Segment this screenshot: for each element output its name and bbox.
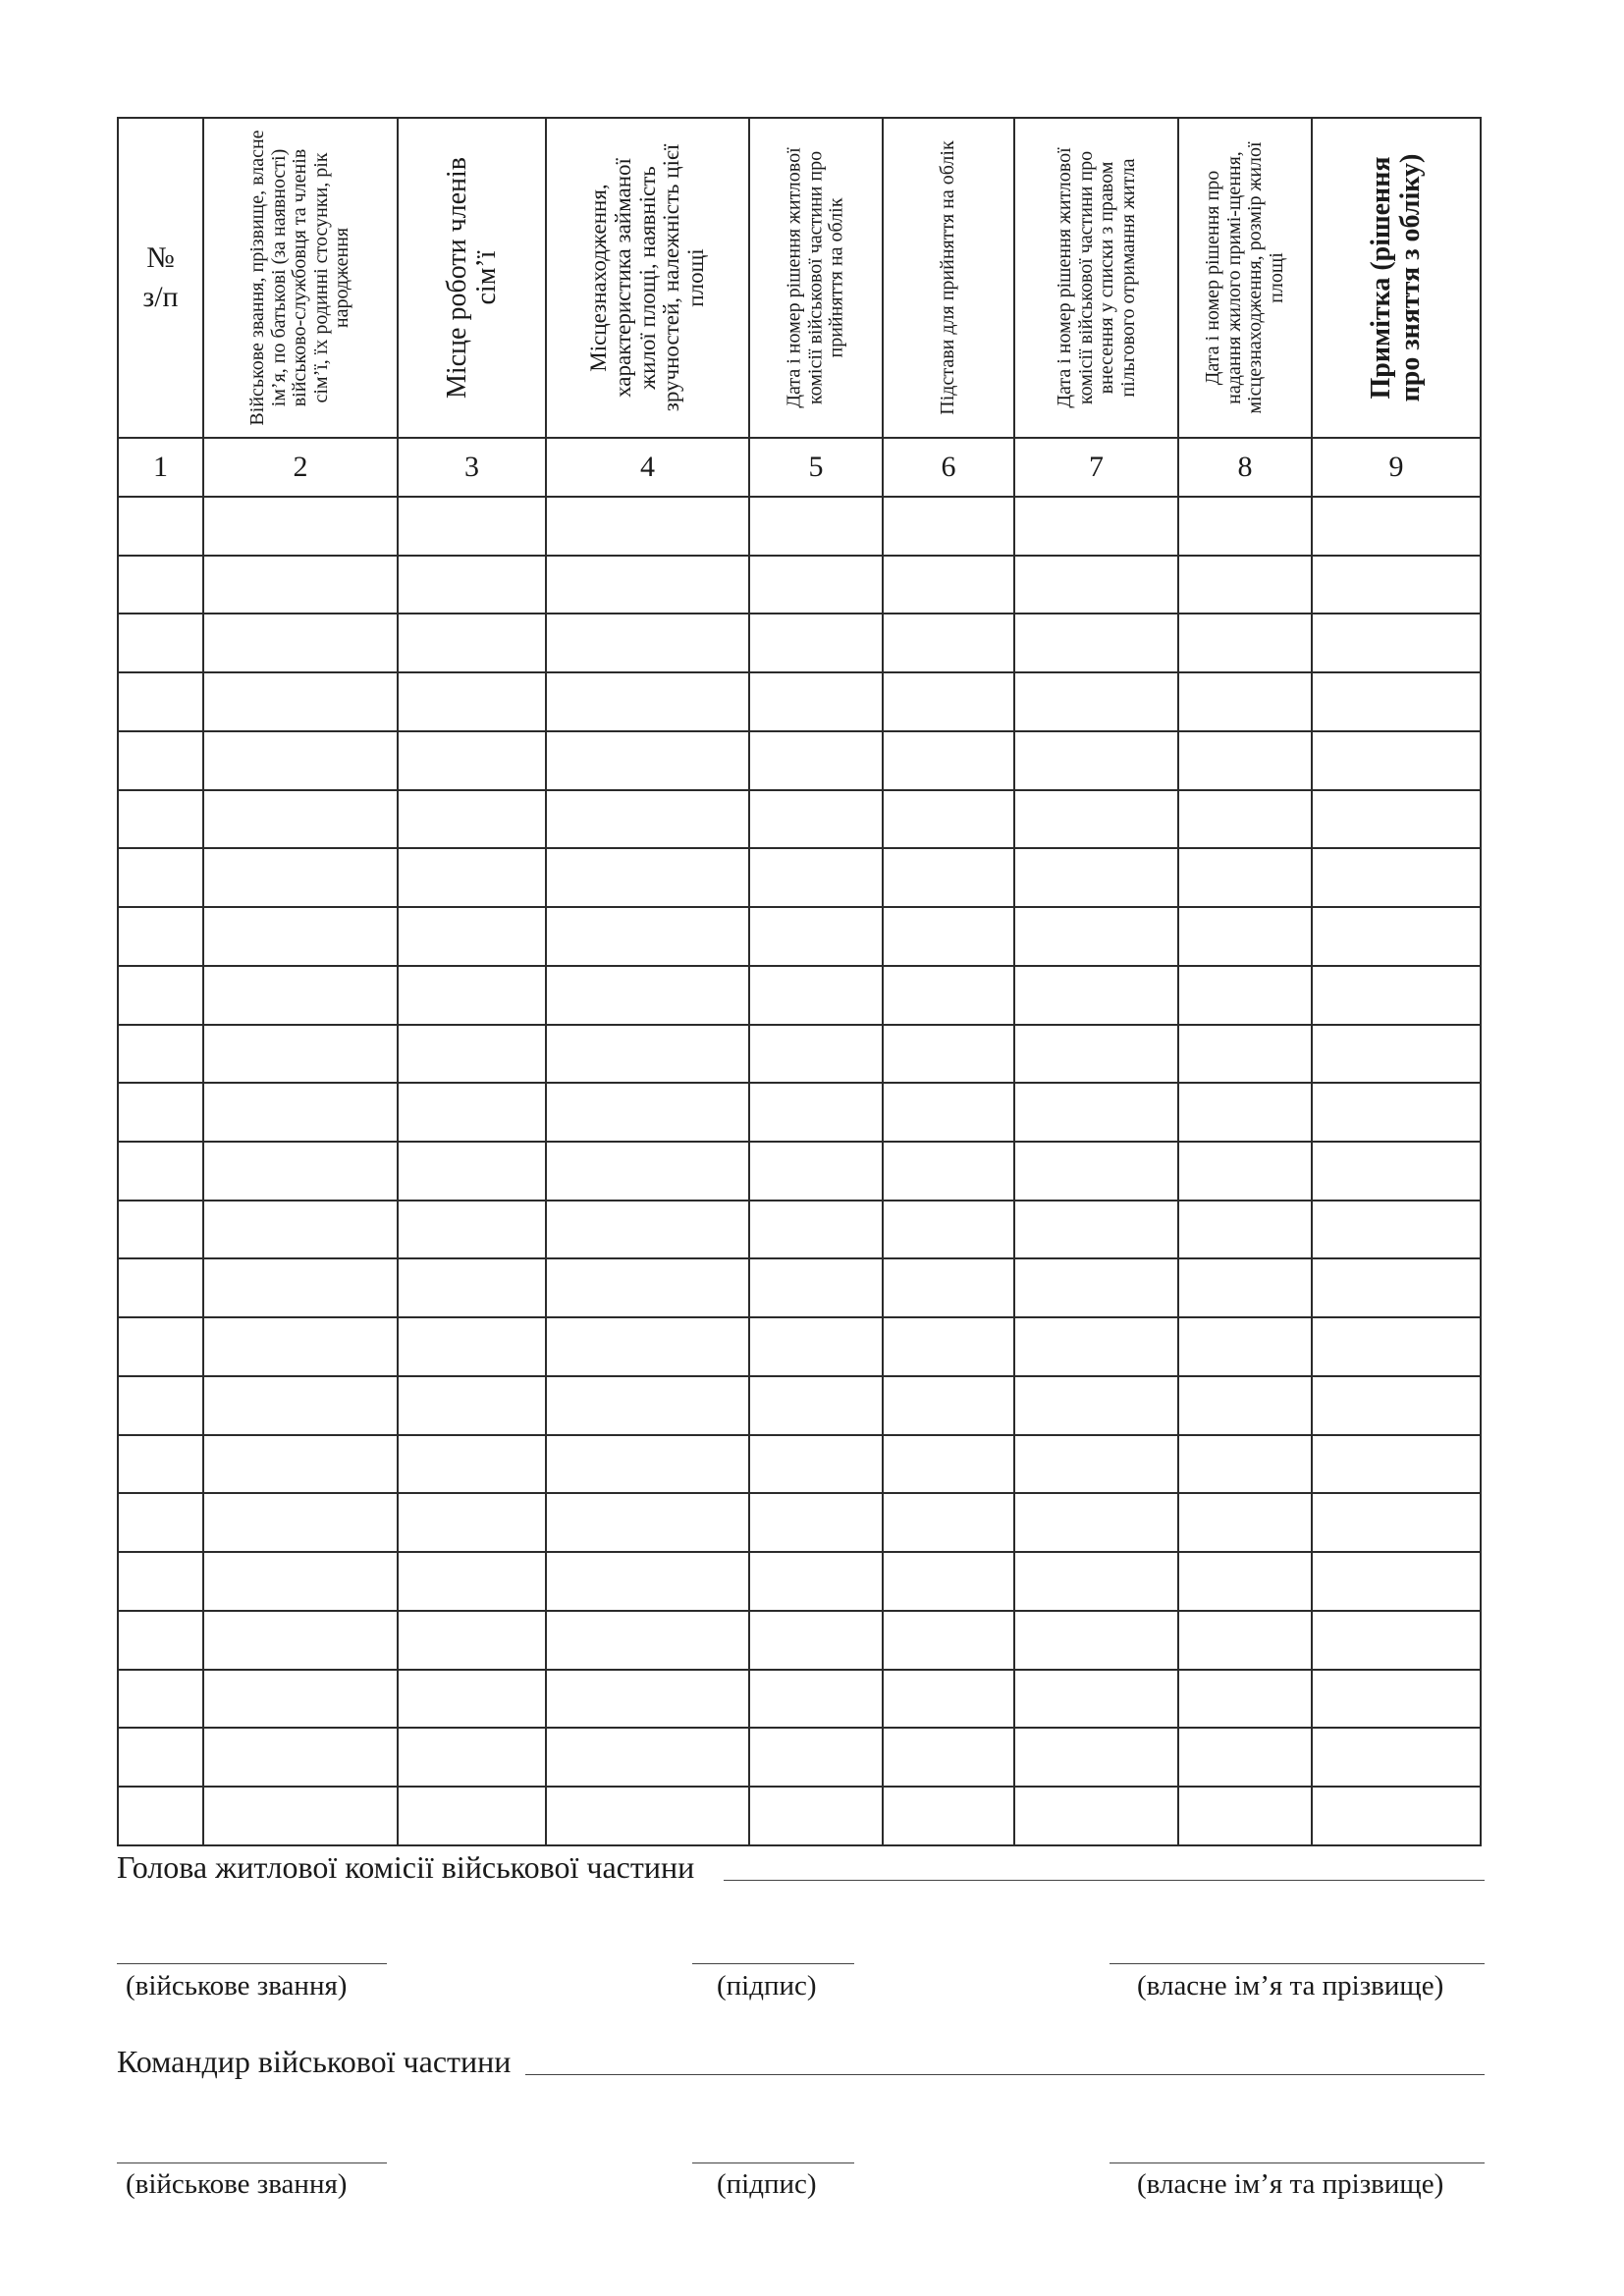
table-cell[interactable] [118, 1083, 203, 1142]
table-cell[interactable] [118, 497, 203, 556]
table-cell[interactable] [546, 614, 749, 672]
rank-caption: (військове звання) [126, 1970, 348, 2002]
table-cell[interactable] [1312, 1435, 1481, 1494]
table-cell[interactable] [398, 1142, 546, 1201]
table-cell[interactable] [883, 790, 1014, 849]
table-cell[interactable] [118, 1317, 203, 1376]
table-row [118, 497, 1481, 556]
table-cell[interactable] [1014, 672, 1178, 731]
column-number: 7 [1014, 438, 1178, 497]
column-number: 9 [1312, 438, 1481, 497]
signature-caption: (підпис) [717, 2168, 817, 2200]
header-text-5: Дата і номер рішення житлової комісії військової частини про прийняття на облік [783, 147, 847, 408]
table-cell[interactable] [546, 497, 749, 556]
table-cell[interactable] [749, 1376, 883, 1435]
table-row [118, 1376, 1481, 1435]
table-cell[interactable] [203, 614, 398, 672]
table-cell[interactable] [118, 1611, 203, 1670]
table-cell[interactable] [883, 848, 1014, 907]
table-cell[interactable] [749, 614, 883, 672]
table-cell[interactable] [398, 966, 546, 1025]
table-cell[interactable] [1014, 966, 1178, 1025]
header-cell-2 [203, 118, 398, 438]
header-cell-5 [749, 118, 883, 438]
table-cell[interactable] [1014, 907, 1178, 966]
table-cell[interactable] [546, 1787, 749, 1845]
table-row [118, 1552, 1481, 1611]
commission-chairman-title: Голова житлової комісії військової частини [117, 1849, 695, 1885]
table-cell[interactable] [1178, 1611, 1312, 1670]
table-cell[interactable] [749, 1552, 883, 1611]
table-cell[interactable] [1178, 672, 1312, 731]
table-cell[interactable] [203, 1376, 398, 1435]
table-cell[interactable] [883, 672, 1014, 731]
table-cell[interactable] [398, 1317, 546, 1376]
table-cell[interactable] [546, 1728, 749, 1787]
table-cell[interactable] [1178, 1142, 1312, 1201]
table-row [118, 731, 1481, 790]
table-cell[interactable] [749, 497, 883, 556]
table-cell[interactable] [883, 556, 1014, 614]
table-row [118, 1317, 1481, 1376]
table-cell[interactable] [546, 907, 749, 966]
table-cell[interactable] [883, 1258, 1014, 1317]
table-cell[interactable] [749, 1025, 883, 1084]
table-cell[interactable] [883, 966, 1014, 1025]
table-cell[interactable] [1312, 1142, 1481, 1201]
rank-signature-line [117, 1963, 387, 1964]
table-cell[interactable] [883, 1435, 1014, 1494]
table-cell[interactable] [749, 1435, 883, 1494]
table-cell[interactable] [398, 1201, 546, 1259]
header-cell-6 [883, 118, 1014, 438]
table-row [118, 1728, 1481, 1787]
header-row [118, 118, 1481, 438]
table-cell[interactable] [398, 907, 546, 966]
header-text-3: Місце роботи членів сім’ї [441, 156, 502, 399]
table-cell[interactable] [883, 1376, 1014, 1435]
column-number: 6 [883, 438, 1014, 497]
table-cell[interactable] [398, 1435, 546, 1494]
table-cell[interactable] [203, 497, 398, 556]
table-cell[interactable] [1178, 966, 1312, 1025]
table-cell[interactable] [203, 1083, 398, 1142]
unit-commander-title-line [525, 2074, 1485, 2075]
table-cell[interactable] [749, 790, 883, 849]
table-cell[interactable] [118, 1258, 203, 1317]
signature-caption: (підпис) [717, 1970, 817, 2002]
table-cell[interactable] [546, 1258, 749, 1317]
table-cell[interactable] [118, 848, 203, 907]
column-number-row [118, 438, 1481, 497]
table-cell[interactable] [749, 731, 883, 790]
table-cell[interactable] [1014, 497, 1178, 556]
table-row [118, 1493, 1481, 1552]
table-cell[interactable] [1014, 1787, 1178, 1845]
table-row [118, 1083, 1481, 1142]
table-cell[interactable] [1178, 1493, 1312, 1552]
table-cell[interactable] [118, 1435, 203, 1494]
table-cell[interactable] [398, 1670, 546, 1729]
table-cell[interactable] [546, 1552, 749, 1611]
table-cell[interactable] [1014, 1201, 1178, 1259]
table-cell[interactable] [1312, 1493, 1481, 1552]
header-text-7: Дата і номер рішення житлової комісії військової частини про внесення у списки з правом пільгового отримання житла [1053, 147, 1139, 408]
table-cell[interactable] [1178, 1376, 1312, 1435]
table-cell[interactable] [1312, 1611, 1481, 1670]
table-cell[interactable] [546, 1493, 749, 1552]
table-cell[interactable] [1178, 497, 1312, 556]
table-cell[interactable] [883, 1493, 1014, 1552]
table-cell[interactable] [1312, 907, 1481, 966]
header-cell-7 [1014, 118, 1178, 438]
table-cell[interactable] [883, 1083, 1014, 1142]
header-text-9: Примітка (рішення про зняття з обліку) [1365, 153, 1426, 402]
header-cell-9 [1312, 118, 1481, 438]
table-cell[interactable] [1312, 731, 1481, 790]
table-cell[interactable] [1312, 1376, 1481, 1435]
column-number: 1 [118, 438, 203, 497]
table-cell[interactable] [749, 1258, 883, 1317]
table-cell[interactable] [398, 1611, 546, 1670]
table-cell[interactable] [118, 1728, 203, 1787]
table-cell[interactable] [203, 1025, 398, 1084]
table-cell[interactable] [1312, 614, 1481, 672]
header-cell-3 [398, 118, 546, 438]
table-cell[interactable] [883, 1025, 1014, 1084]
header-text-2: Військове звання, прізвище, власне ім’я, по батькові (за наявності) військово-службовця та членів сім’ї, їх родинні стосунки, рік народження [246, 130, 353, 426]
table-row [118, 556, 1481, 614]
table-cell[interactable] [1014, 1376, 1178, 1435]
table-cell[interactable] [203, 1728, 398, 1787]
table-cell[interactable] [1014, 731, 1178, 790]
table-cell[interactable] [1178, 1025, 1312, 1084]
table-cell[interactable] [398, 731, 546, 790]
table-cell[interactable] [203, 1611, 398, 1670]
table-cell[interactable] [1312, 1728, 1481, 1787]
column-number: 8 [1178, 438, 1312, 497]
table-cell[interactable] [118, 1787, 203, 1845]
table-cell[interactable] [118, 1670, 203, 1729]
table-cell[interactable] [118, 790, 203, 849]
table-cell[interactable] [1014, 1435, 1178, 1494]
table-cell[interactable] [546, 1435, 749, 1494]
table-cell[interactable] [883, 1787, 1014, 1845]
table-cell[interactable] [1014, 790, 1178, 849]
table-cell[interactable] [1312, 556, 1481, 614]
table-cell[interactable] [1312, 966, 1481, 1025]
name-signature-line [1110, 1963, 1485, 1964]
table-cell[interactable] [546, 672, 749, 731]
table-cell[interactable] [1312, 1083, 1481, 1142]
table-cell[interactable] [1014, 848, 1178, 907]
table-cell[interactable] [1178, 731, 1312, 790]
table-row [118, 1201, 1481, 1259]
table-cell[interactable] [398, 556, 546, 614]
table-cell[interactable] [1014, 1552, 1178, 1611]
table-cell[interactable] [1178, 1435, 1312, 1494]
table-cell[interactable] [398, 1258, 546, 1317]
table-cell[interactable] [1014, 1611, 1178, 1670]
table-cell[interactable] [749, 1787, 883, 1845]
table-cell[interactable] [203, 790, 398, 849]
header-text-8: Дата і номер рішення про надання жилого примі-щення, місцезнаходження, розмір жилої площі [1201, 141, 1287, 414]
table-cell[interactable] [203, 1258, 398, 1317]
table-cell[interactable] [1312, 1201, 1481, 1259]
table-cell[interactable] [203, 907, 398, 966]
column-number: 2 [203, 438, 398, 497]
table-cell[interactable] [1178, 1787, 1312, 1845]
table-row [118, 1142, 1481, 1201]
table-row [118, 1435, 1481, 1494]
table-cell[interactable] [398, 1376, 546, 1435]
table-cell[interactable] [546, 1317, 749, 1376]
header-text-4: Місцезнаходження, характеристика займаної жилої площі, наявність зручностей, належність цієї площі [585, 143, 708, 412]
table-cell[interactable] [1178, 556, 1312, 614]
table-cell[interactable] [1014, 1258, 1178, 1317]
table-cell[interactable] [1014, 614, 1178, 672]
table-cell[interactable] [546, 1142, 749, 1201]
table-cell[interactable] [883, 497, 1014, 556]
table-cell[interactable] [749, 672, 883, 731]
table-row [118, 966, 1481, 1025]
table-cell[interactable] [398, 848, 546, 907]
table-cell[interactable] [203, 556, 398, 614]
name-caption: (власне ім’я та прізвище) [1137, 1970, 1444, 2002]
table-cell[interactable] [546, 731, 749, 790]
table-cell[interactable] [118, 1493, 203, 1552]
table-cell[interactable] [749, 1317, 883, 1376]
table-cell[interactable] [118, 614, 203, 672]
table-row [118, 790, 1481, 849]
table-cell[interactable] [883, 1142, 1014, 1201]
table-cell[interactable] [749, 1142, 883, 1201]
table-cell[interactable] [749, 1670, 883, 1729]
unit-commander-title: Командир військової частини [117, 2044, 512, 2079]
table-cell[interactable] [1014, 1025, 1178, 1084]
table-cell[interactable] [203, 1787, 398, 1845]
table-cell[interactable] [749, 1728, 883, 1787]
table-cell[interactable] [546, 966, 749, 1025]
table-cell[interactable] [883, 1201, 1014, 1259]
table-cell[interactable] [118, 556, 203, 614]
table-cell[interactable] [749, 966, 883, 1025]
table-cell[interactable] [883, 907, 1014, 966]
table-cell[interactable] [1178, 848, 1312, 907]
table-cell[interactable] [203, 1670, 398, 1729]
table-cell[interactable] [118, 1552, 203, 1611]
table-cell[interactable] [1014, 556, 1178, 614]
table-row [118, 672, 1481, 731]
column-number: 5 [749, 438, 883, 497]
table-cell[interactable] [883, 1728, 1014, 1787]
table-cell[interactable] [398, 1493, 546, 1552]
table-cell[interactable] [203, 731, 398, 790]
header-cell-1 [118, 118, 203, 438]
table-cell[interactable] [1014, 1728, 1178, 1787]
table-cell[interactable] [398, 790, 546, 849]
table-cell[interactable] [749, 1611, 883, 1670]
table-cell[interactable] [203, 1493, 398, 1552]
table-cell[interactable] [203, 1201, 398, 1259]
table-row [118, 1258, 1481, 1317]
table-cell[interactable] [398, 1728, 546, 1787]
table-cell[interactable] [749, 556, 883, 614]
table-cell[interactable] [1312, 497, 1481, 556]
table-cell[interactable] [1178, 1258, 1312, 1317]
table-cell[interactable] [203, 1317, 398, 1376]
table-cell[interactable] [546, 1670, 749, 1729]
table-cell[interactable] [1178, 1083, 1312, 1142]
table-cell[interactable] [1312, 672, 1481, 731]
table-cell[interactable] [1312, 1258, 1481, 1317]
table-cell[interactable] [1014, 1142, 1178, 1201]
commission-chairman-title-line [724, 1880, 1485, 1881]
table-cell[interactable] [749, 907, 883, 966]
table-cell[interactable] [883, 731, 1014, 790]
table-cell[interactable] [203, 1142, 398, 1201]
table-cell[interactable] [1178, 1552, 1312, 1611]
table-cell[interactable] [203, 1552, 398, 1611]
table-cell[interactable] [1312, 848, 1481, 907]
table-cell[interactable] [883, 614, 1014, 672]
table-cell[interactable] [398, 672, 546, 731]
table-cell[interactable] [1178, 1201, 1312, 1259]
table-cell[interactable] [398, 1025, 546, 1084]
table-cell[interactable] [546, 790, 749, 849]
table-cell[interactable] [546, 1083, 749, 1142]
table-cell[interactable] [1178, 1728, 1312, 1787]
table-cell[interactable] [749, 1083, 883, 1142]
table-row [118, 614, 1481, 672]
table-cell[interactable] [118, 907, 203, 966]
table-cell[interactable] [1312, 1025, 1481, 1084]
table-cell[interactable] [118, 966, 203, 1025]
table-cell[interactable] [546, 556, 749, 614]
table-cell[interactable] [203, 1435, 398, 1494]
table-row [118, 907, 1481, 966]
table-cell[interactable] [749, 1201, 883, 1259]
table-cell[interactable] [883, 1317, 1014, 1376]
register-table [117, 117, 1482, 1846]
header-text-6: Підстави для прийняття на облік [937, 140, 959, 415]
table-cell[interactable] [398, 1083, 546, 1142]
table-cell[interactable] [883, 1611, 1014, 1670]
header-text-1: № з/п [142, 240, 179, 313]
table-cell[interactable] [203, 848, 398, 907]
table-cell[interactable] [546, 1611, 749, 1670]
table-row [118, 1611, 1481, 1670]
table-cell[interactable] [749, 1493, 883, 1552]
table-cell[interactable] [1312, 1670, 1481, 1729]
table-cell[interactable] [1312, 1552, 1481, 1611]
table-cell[interactable] [1312, 790, 1481, 849]
name-caption: (власне ім’я та прізвище) [1137, 2168, 1444, 2200]
table-cell[interactable] [749, 848, 883, 907]
table-cell[interactable] [118, 1142, 203, 1201]
table-cell[interactable] [1178, 1317, 1312, 1376]
table-cell[interactable] [546, 848, 749, 907]
table-cell[interactable] [1178, 614, 1312, 672]
table-cell[interactable] [118, 1025, 203, 1084]
table-cell[interactable] [118, 1376, 203, 1435]
rank-caption: (військове звання) [126, 2168, 348, 2200]
table-row [118, 1670, 1481, 1729]
table-cell[interactable] [118, 1201, 203, 1259]
table-cell[interactable] [1312, 1787, 1481, 1845]
table-cell[interactable] [883, 1552, 1014, 1611]
table-cell[interactable] [1312, 1317, 1481, 1376]
table-cell[interactable] [883, 1670, 1014, 1729]
table-cell[interactable] [1014, 1317, 1178, 1376]
table-cell[interactable] [203, 672, 398, 731]
table-cell[interactable] [1178, 790, 1312, 849]
table-row [118, 1025, 1481, 1084]
table-row [118, 848, 1481, 907]
header-cell-8 [1178, 118, 1312, 438]
table-cell[interactable] [1014, 1670, 1178, 1729]
signature-line [692, 1963, 854, 1964]
table-cell[interactable] [1014, 1083, 1178, 1142]
column-number: 3 [398, 438, 546, 497]
column-number: 4 [546, 438, 749, 497]
table-cell[interactable] [546, 1201, 749, 1259]
table-cell[interactable] [398, 497, 546, 556]
table-cell[interactable] [398, 1552, 546, 1611]
table-cell[interactable] [398, 614, 546, 672]
table-cell[interactable] [1178, 1670, 1312, 1729]
table-cell[interactable] [1014, 1493, 1178, 1552]
table-cell[interactable] [398, 1787, 546, 1845]
table-cell[interactable] [203, 966, 398, 1025]
table-cell[interactable] [1178, 907, 1312, 966]
table-cell[interactable] [546, 1376, 749, 1435]
table-cell[interactable] [118, 672, 203, 731]
header-cell-4 [546, 118, 749, 438]
table-cell[interactable] [546, 1025, 749, 1084]
table-row [118, 1787, 1481, 1845]
table-cell[interactable] [118, 731, 203, 790]
